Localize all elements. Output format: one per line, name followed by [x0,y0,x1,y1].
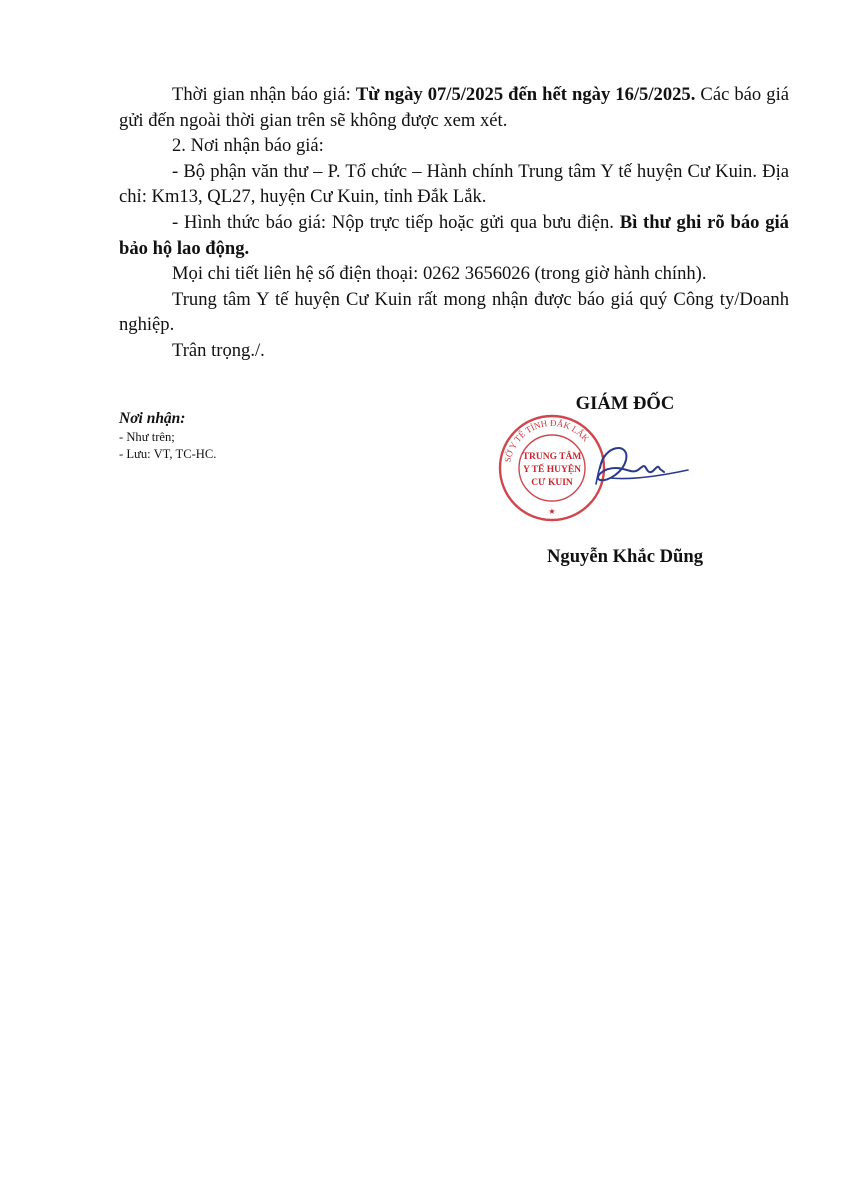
closing-paragraph: Trung tâm Y tế huyện Cư Kuin rất mong nhận được báo giá quý Công ty/Doanh nghiệp. [119,288,789,336]
signature-icon [560,438,692,494]
receipt-place-address: - Bộ phận văn thư – P. Tổ chức – Hành chính Trung tâm Y tế huyện Cư Kuin. Địa chỉ: Km13, QL27, huyện Cư Kuin, tỉnh Đắk Lắk. [119,160,789,208]
seal-ring-text: SỞ Y TẾ TỈNH ĐẮK LẮK [502,417,592,464]
recipients-block [119,409,419,463]
signatory-title: GIÁM ĐỐC [575,393,675,414]
handwritten-signature [560,438,692,494]
recipient-item: - Lưu: VT, TC-HC. [119,447,217,461]
signatory-name: Nguyễn Khắc Dũng [546,546,703,567]
quote-format-paragraph: - Hình thức báo giá: Nộp trực tiếp hoặc gửi qua bưu điện. Bì thư ghi rõ báo giá bảo hộ lao động. [119,211,789,259]
regards-line: Trân trọng./. [172,339,265,361]
seal-line-3: CƯ KUIN [531,478,573,488]
contact-paragraph: Mọi chi tiết liên hệ số điện thoại: 0262 3656026 (trong giờ hành chính). [172,263,707,285]
recipient-item: - Như trên; [119,430,175,444]
receipt-time-paragraph: Thời gian nhận báo giá: Từ ngày 07/5/2025 đến hết ngày 16/5/2025. Các báo giá gửi đến ngoài thời gian trên sẽ không được xem xét. [119,84,789,131]
receipt-place-heading: 2. Nơi nhận báo giá: [172,135,324,157]
receipt-period: Từ ngày 07/5/2025 đến hết ngày 16/5/2025. [355,84,696,105]
seal-star-icon: ★ [548,507,556,516]
letter-body [119,82,789,364]
seal-line-2: Y TẾ HUYỆN [522,465,582,475]
seal-line-1: TRUNG TÂM [522,452,582,462]
envelope-note: Bì thư ghi rõ báo giá bảo hộ lao động. [119,211,789,259]
recipients-title: Nơi nhận: [119,410,186,427]
